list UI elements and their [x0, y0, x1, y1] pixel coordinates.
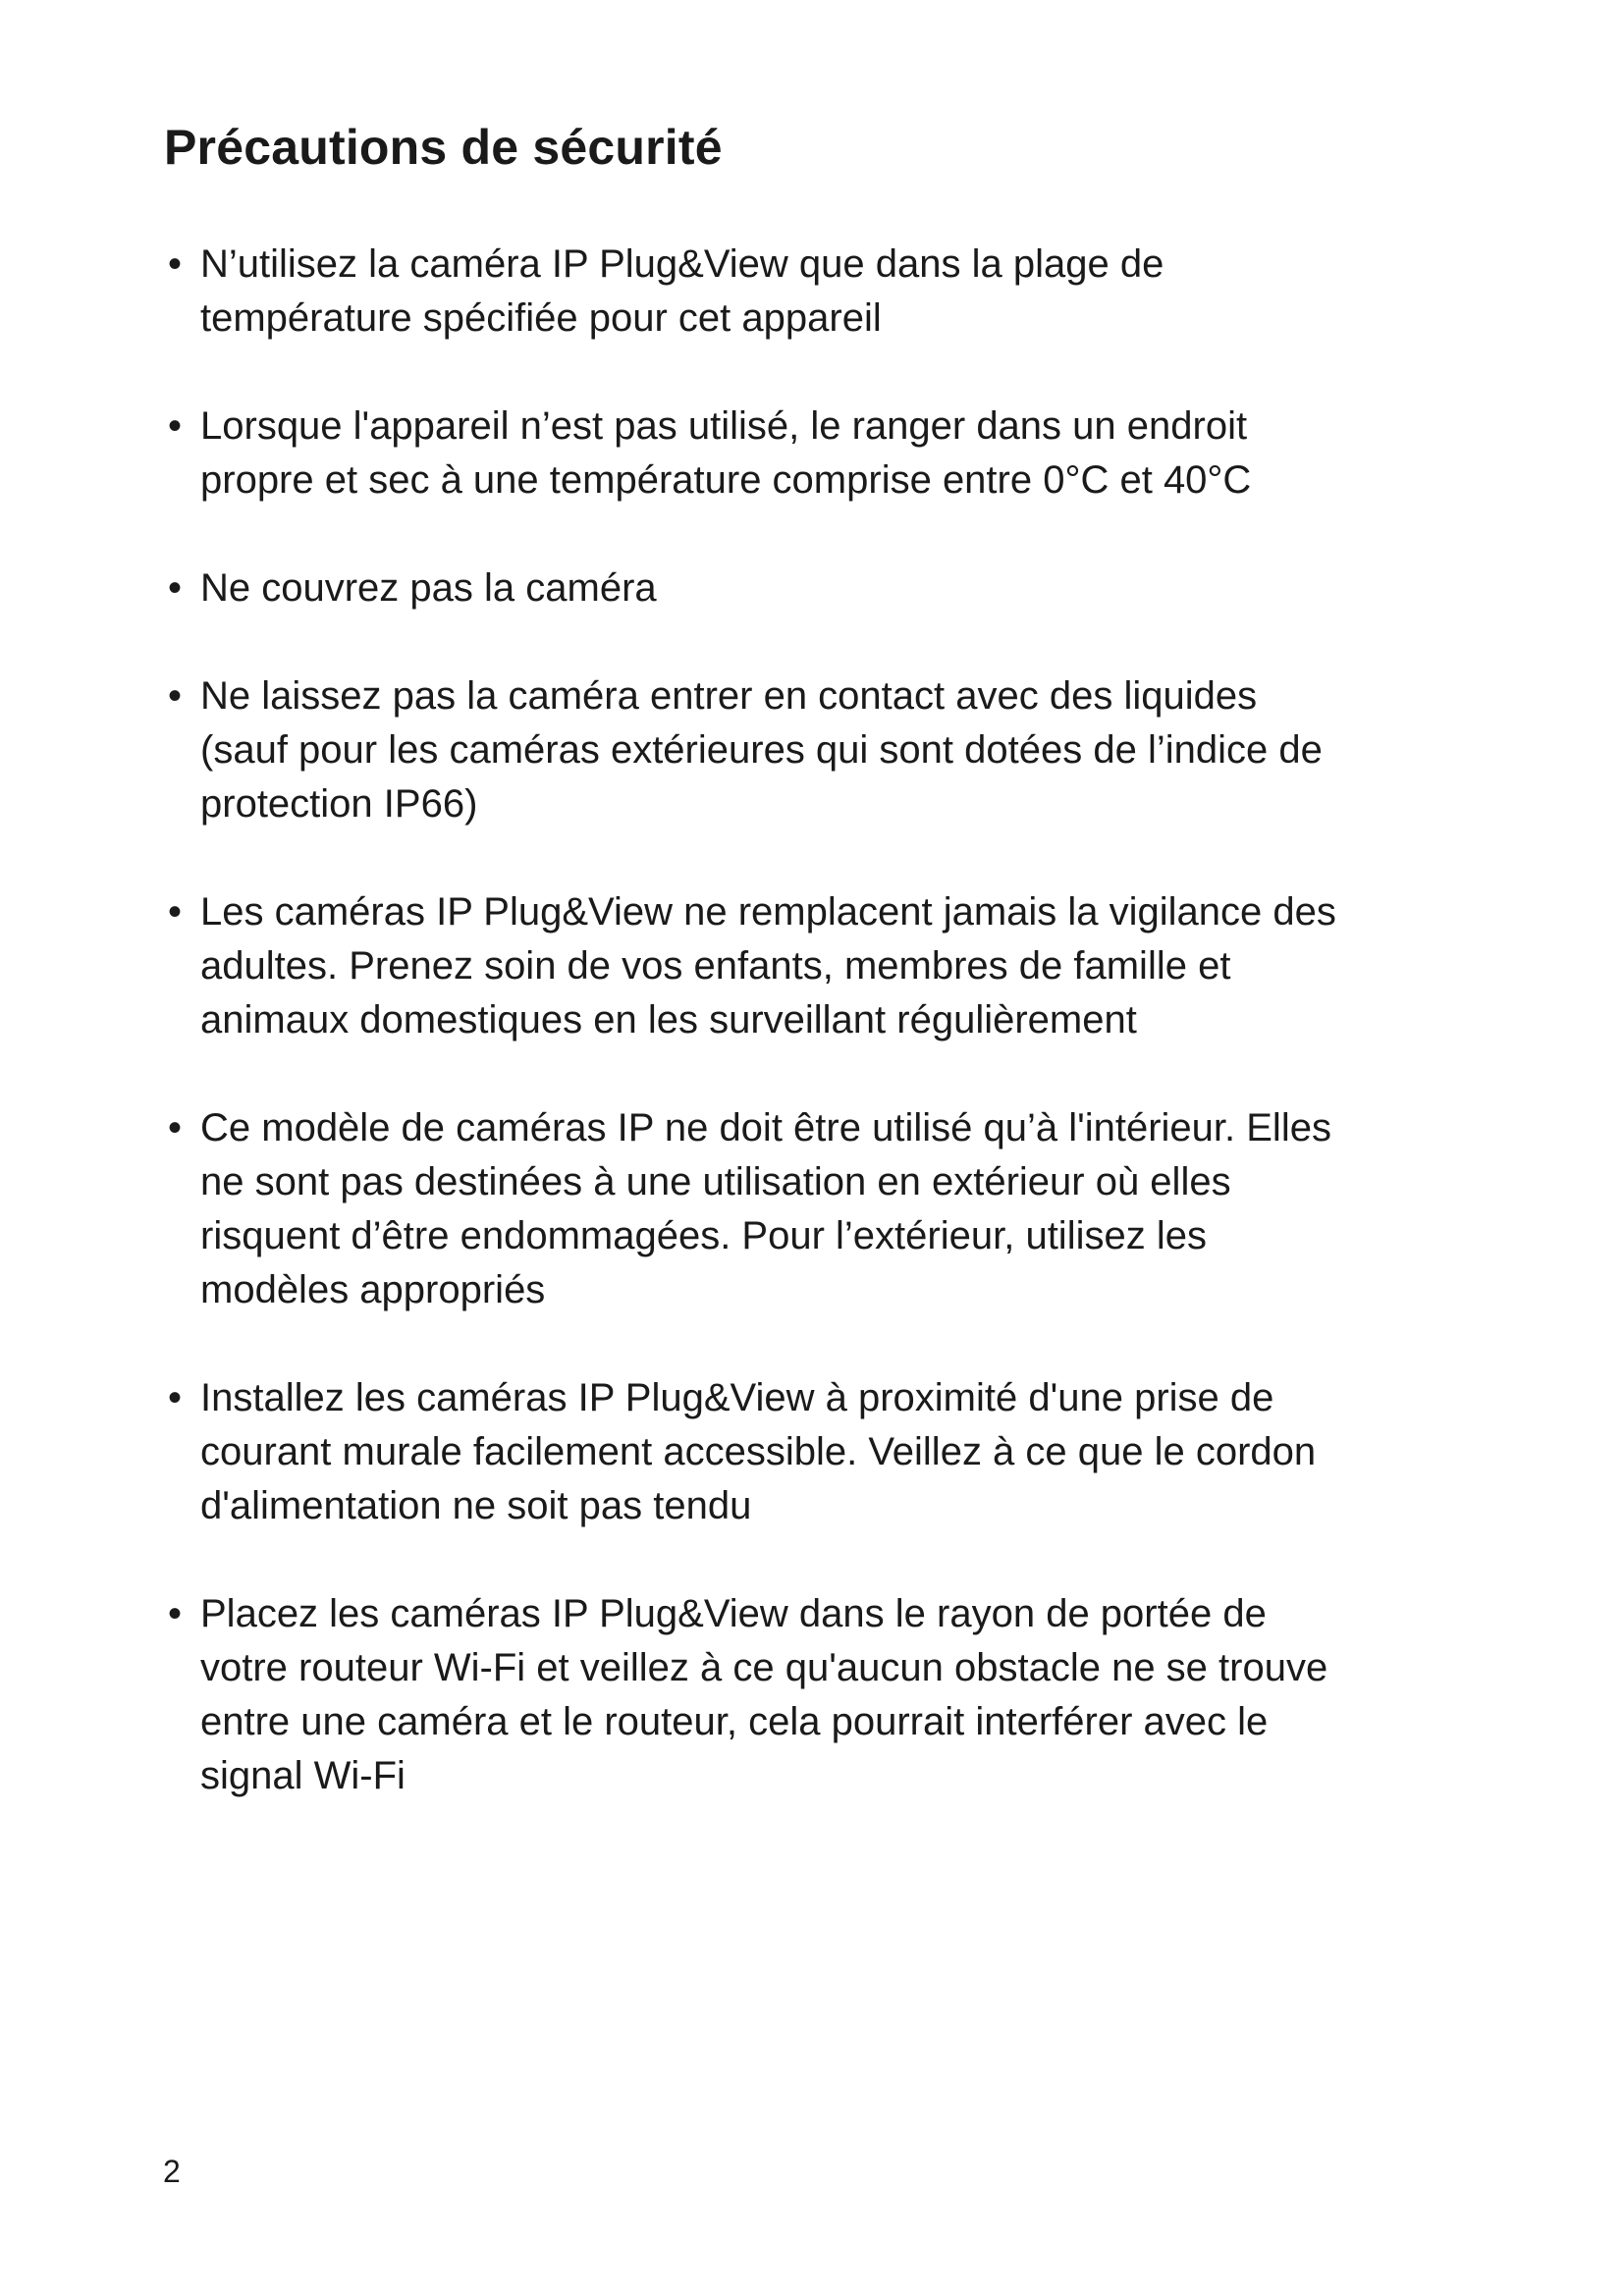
list-item — [163, 561, 1479, 615]
bullet-icon: • — [167, 890, 182, 934]
list-item — [163, 400, 1479, 507]
list-item-text: Placez les caméras IP Plug&View dans le rayon de portée de votre routeur Wi-Fi et veillez à ce qu'aucun obstacle ne se trouve entre une caméra et le routeur, cela pourrait interférer avec le signal Wi-Fi — [200, 1592, 1328, 1797]
bullet-icon: • — [167, 566, 182, 610]
bullet-icon: • — [167, 1106, 182, 1149]
safety-precautions-list — [163, 238, 1479, 1857]
list-item-text: Lorsque l'appareil n’est pas utilisé, le ranger dans un endroit propre et sec à une température comprise entre 0°C et 40°C — [200, 404, 1252, 502]
list-item — [163, 669, 1479, 831]
list-item — [163, 885, 1479, 1047]
bullet-icon: • — [167, 1376, 182, 1419]
list-item-text: N’utilisez la caméra IP Plug&View que dans la plage de température spécifiée pour cet appareil — [200, 242, 1164, 340]
page-number: 2 — [163, 2154, 181, 2189]
bullet-icon: • — [167, 404, 182, 448]
list-item — [163, 1371, 1479, 1533]
page-title: Précautions de sécurité — [164, 120, 723, 175]
list-item — [163, 1587, 1479, 1803]
list-item-text: Installez les caméras IP Plug&View à proximité d'une prise de courant murale facilement accessible. Veillez à ce que le cordon d'alimentation ne soit pas tendu — [200, 1376, 1317, 1527]
list-item-text: Les caméras IP Plug&View ne remplacent jamais la vigilance des adultes. Prenez soin de vos enfants, membres de famille et animaux domestiques en les surveillant régulièrement — [200, 890, 1336, 1041]
bullet-icon: • — [167, 242, 182, 286]
bullet-icon: • — [167, 1592, 182, 1635]
list-item — [163, 1101, 1479, 1317]
list-item-text: Ne laissez pas la caméra entrer en contact avec des liquides (sauf pour les caméras extérieures qui sont dotées de l’indice de protection IP66) — [200, 674, 1323, 826]
list-item-text: Ce modèle de caméras IP ne doit être utilisé qu’à l'intérieur. Elles ne sont pas destinées à une utilisation en extérieur où elles risquent d’être endommagées. Pour l’extérieur, utilisez les modèles appropriés — [200, 1106, 1331, 1311]
list-item-text: Ne couvrez pas la caméra — [200, 566, 657, 610]
list-item — [163, 238, 1479, 346]
bullet-icon: • — [167, 674, 182, 718]
